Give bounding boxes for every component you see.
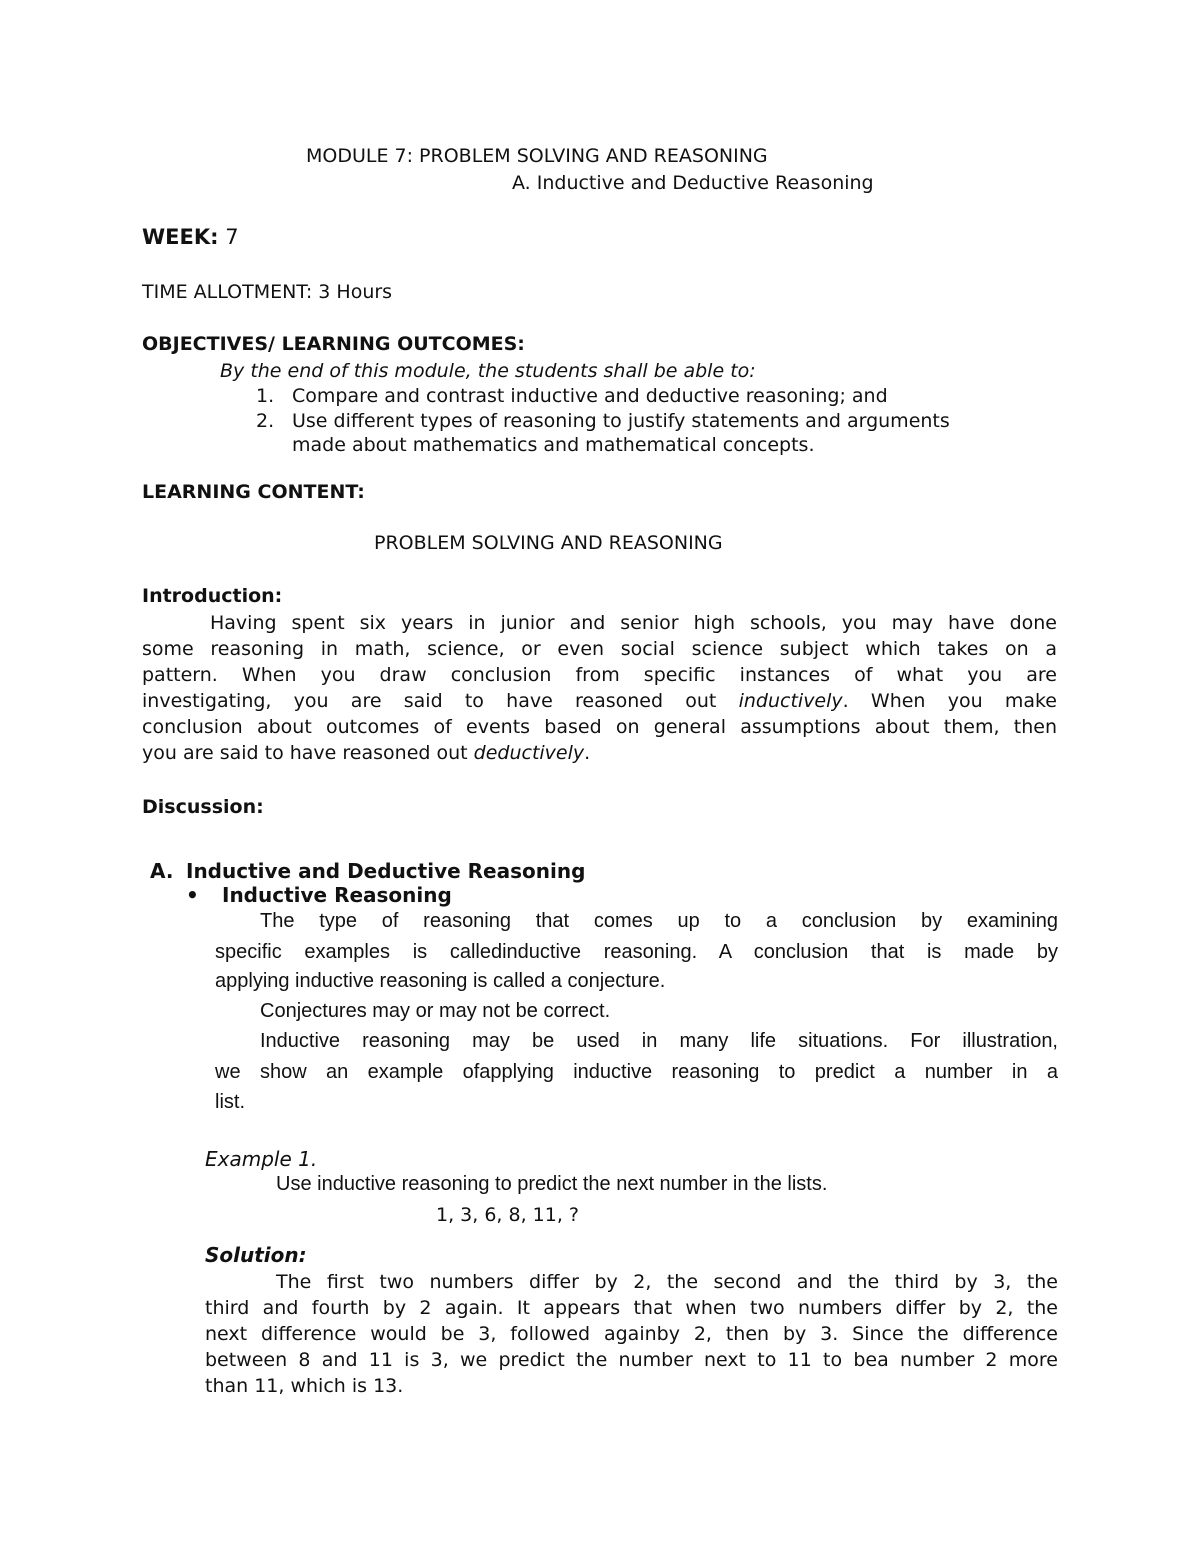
objective-number: 1. xyxy=(256,385,275,407)
discussion-line: we show an example ofapplying inductive reasoning to predict a number in a xyxy=(215,1061,1058,1083)
solution-label: Solution: xyxy=(205,1243,307,1267)
example-sequence: 1, 3, 6, 8, 11, ? xyxy=(436,1204,580,1226)
time-allotment-label: TIME ALLOTMENT: xyxy=(142,281,313,303)
discussion-line: Inductive reasoning may be used in many life situations. For illustration, xyxy=(260,1030,1058,1052)
section-letter: A. xyxy=(150,859,174,883)
objective-text-continued: made about mathematics and mathematical concepts. xyxy=(292,434,815,456)
objective-item xyxy=(256,408,950,434)
intro-emphasis: deductively xyxy=(473,742,585,764)
solution-line: The first two numbers differ by 2, the second and the third by 3, the xyxy=(276,1271,1058,1293)
discussion-line: list. xyxy=(215,1091,245,1113)
learning-content-heading: LEARNING CONTENT: xyxy=(142,481,365,503)
discussion-line: The type of reasoning that comes up to a conclusion by examining xyxy=(260,910,1058,932)
discussion-line: applying inductive reasoning is called a conjecture. xyxy=(215,970,666,992)
objective-text: Use different types of reasoning to justify statements and arguments xyxy=(292,410,950,432)
week-value: 7 xyxy=(218,225,239,249)
content-title: PROBLEM SOLVING AND REASONING xyxy=(374,532,723,554)
example-label: Example 1. xyxy=(205,1147,318,1171)
discussion-line: specific examples is calledinductive reasoning. A conclusion that is made by xyxy=(215,941,1058,963)
subsection-heading xyxy=(186,882,452,908)
discussion-heading: Discussion: xyxy=(142,796,264,818)
objectives-intro: By the end of this module, the students shall be able to: xyxy=(220,360,756,382)
objectives-heading: OBJECTIVES/ LEARNING OUTCOMES: xyxy=(142,333,525,355)
week-row xyxy=(142,224,239,250)
solution-line: third and fourth by 2 again. It appears that when two numbers differ by 2, the xyxy=(205,1297,1058,1319)
intro-line: some reasoning in math, science, or even social science subject which takes on a xyxy=(142,638,1057,660)
section-heading xyxy=(150,858,585,884)
objective-number: 2. xyxy=(256,410,275,432)
introduction-heading: Introduction: xyxy=(142,585,283,607)
intro-line xyxy=(142,688,1057,714)
intro-line xyxy=(142,740,590,766)
section-title: Inductive and Deductive Reasoning xyxy=(186,859,586,883)
solution-line: between 8 and 11 is 3, we predict the number next to 11 to bea number 2 more xyxy=(205,1349,1058,1371)
objective-item xyxy=(256,383,888,409)
week-label: WEEK: xyxy=(142,225,219,249)
intro-text: investigating, you are said to have reasoned out xyxy=(142,690,739,712)
intro-emphasis: inductively xyxy=(738,690,843,712)
intro-line: Having spent six years in junior and senior high schools, you may have done xyxy=(210,612,1057,634)
module-title: MODULE 7: PROBLEM SOLVING AND REASONING xyxy=(306,145,768,167)
time-allotment-row xyxy=(142,279,392,305)
solution-line: than 11, which is 13. xyxy=(205,1375,404,1397)
intro-line: pattern. When you draw conclusion from specific instances of what you are xyxy=(142,664,1057,686)
module-subtitle: A. Inductive and Deductive Reasoning xyxy=(512,172,874,194)
intro-text: . When you make xyxy=(842,690,1057,712)
example-prompt: Use inductive reasoning to predict the next number in the lists. xyxy=(276,1173,828,1195)
intro-line: conclusion about outcomes of events based on general assumptions about them, then xyxy=(142,716,1057,738)
discussion-line: Conjectures may or may not be correct. xyxy=(260,1000,611,1022)
subsection-title: Inductive Reasoning xyxy=(222,883,452,907)
time-allotment-value: 3 Hours xyxy=(312,281,393,303)
bullet-icon: • xyxy=(186,883,199,907)
intro-text: you are said to have reasoned out xyxy=(142,742,474,764)
objective-text: Compare and contrast inductive and deductive reasoning; and xyxy=(292,385,888,407)
solution-line: next difference would be 3, followed againby 2, then by 3. Since the difference xyxy=(205,1323,1058,1345)
intro-text: . xyxy=(584,742,591,764)
